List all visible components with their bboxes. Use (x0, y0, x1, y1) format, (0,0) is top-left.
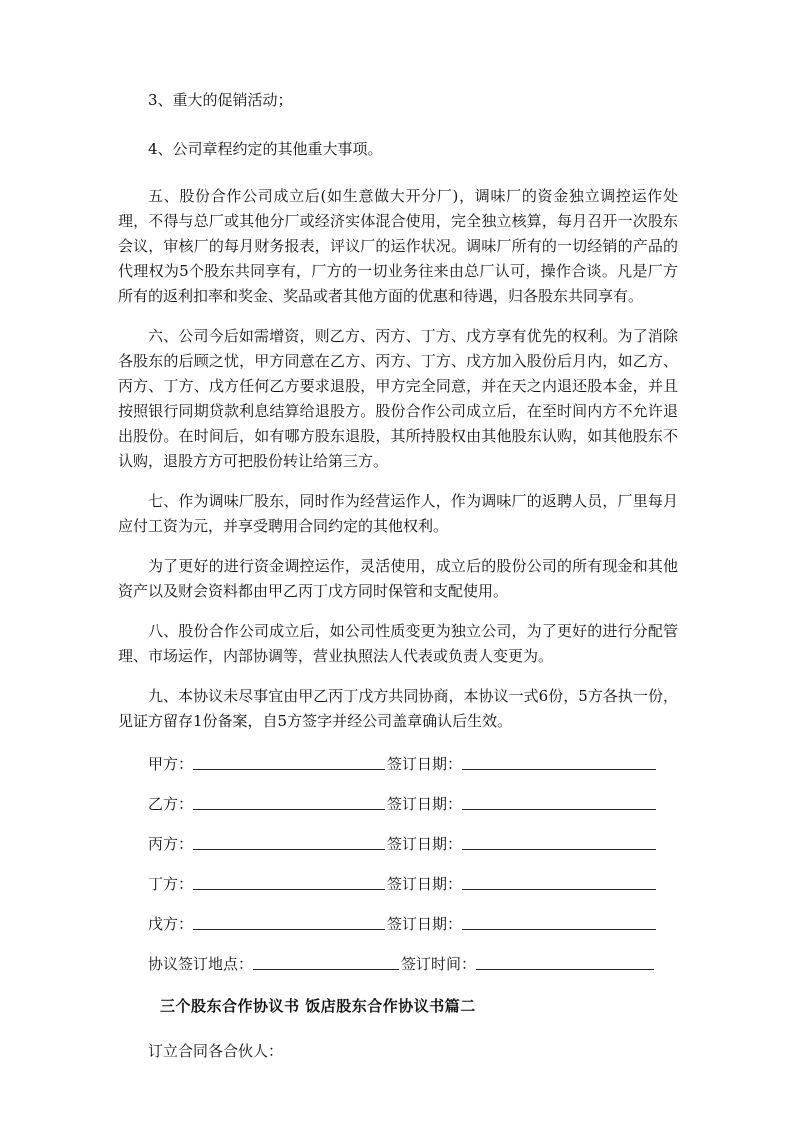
place-label: 协议签订地点： (148, 955, 254, 973)
signature-block (118, 749, 678, 974)
clause-6: 六、公司今后如需增资，则乙方、丙方、丁方、戊方享有优先的权利。为了消除各股东的后顾之忧，甲方同意在乙方、丙方、丁方、戊方加入股份后月内，如乙方、丙方、丁方、戊方任何乙方要求退股，甲方完全同意，并在天之内退还股本金，并且按照银行同期贷款利息结算给退股方。股份合作公司成立后，在至时间内方不允许退出股份。在时间后，如有哪方股东退股，其所持股权由其他股东认购，如其他股东不认购，退股方方可把股份转让给第三方。 (118, 327, 678, 470)
time-line[interactable] (476, 951, 654, 970)
signature-row-wu (118, 909, 678, 934)
date-line[interactable] (462, 871, 656, 890)
date-line[interactable] (462, 791, 656, 810)
signature-row-ding (118, 869, 678, 894)
place-time-row (118, 949, 678, 974)
time-label: 签订时间： (401, 955, 477, 973)
party-label: 丙方： (148, 835, 194, 853)
date-label: 签订日期： (387, 835, 463, 853)
date-label: 签订日期： (387, 875, 463, 893)
signature-line[interactable] (193, 831, 385, 850)
date-line[interactable] (462, 751, 656, 770)
signature-line[interactable] (193, 911, 385, 930)
document-page (118, 88, 678, 1064)
signature-line[interactable] (193, 871, 385, 890)
date-line[interactable] (462, 831, 656, 850)
section-heading: 三个股东合作协议书 饭店股东合作协议书篇二 (160, 997, 476, 1015)
signature-row-jia (118, 749, 678, 774)
clause-5: 五、股份合作公司成立后(如生意做大开分厂)，调味厂的资金独立调控运作处理，不得与总厂或其他分厂或经济实体混合使用，完全独立核算，每月召开一次股东会议，审核厂的每月财务报表，评议厂的运作状况。调味厂所有的一切经销的产品的代理权为5个股东共同享有，厂方的一切业务往来由总厂认可，操作合谈。凡是厂方所有的返利扣率和奖金、奖品或者其他方面的优惠和待遇，归各股东共同享有。 (118, 187, 678, 305)
date-label: 签订日期： (387, 795, 463, 813)
clause-8: 八、股份合作公司成立后，如公司性质变更为独立公司，为了更好的进行分配管理、市场运作，内部协调等，营业执照法人代表或负责人变更为。 (118, 622, 678, 665)
date-label: 签订日期： (387, 915, 463, 933)
signature-line[interactable] (193, 791, 385, 810)
clause-3: 3、重大的促销活动； (148, 91, 293, 109)
clause-9: 九、本协议未尽事宜由甲乙丙丁戊方共同协商，本协议一式6份，5方各执一份，见证方留存1份备案，自5方签字并经公司盖章确认后生效。 (118, 687, 678, 730)
place-line[interactable] (253, 951, 399, 970)
party-label: 丁方： (148, 875, 194, 893)
date-line[interactable] (462, 911, 656, 930)
party-label: 戊方： (148, 915, 194, 933)
party-label: 甲方： (148, 755, 194, 773)
signature-line[interactable] (193, 751, 385, 770)
party-label: 乙方： (148, 795, 194, 813)
signature-row-yi (118, 789, 678, 814)
clause-7: 七、作为调味厂股东，同时作为经营运作人，作为调味厂的返聘人员，厂里每月应付工资为元，并享受聘用合同约定的其他权利。 (118, 492, 678, 535)
closing-line: 订立合同各合伙人： (148, 1042, 284, 1060)
clause-4: 4、公司章程约定的其他重大事项。 (148, 140, 383, 158)
clause-7-supplement: 为了更好的进行资金调控运作，灵活使用，成立后的股份公司的所有现金和其他资产以及财会资料都由甲乙丙丁戊方同时保管和支配使用。 (118, 557, 678, 600)
signature-row-bing (118, 829, 678, 854)
date-label: 签订日期： (387, 755, 463, 773)
